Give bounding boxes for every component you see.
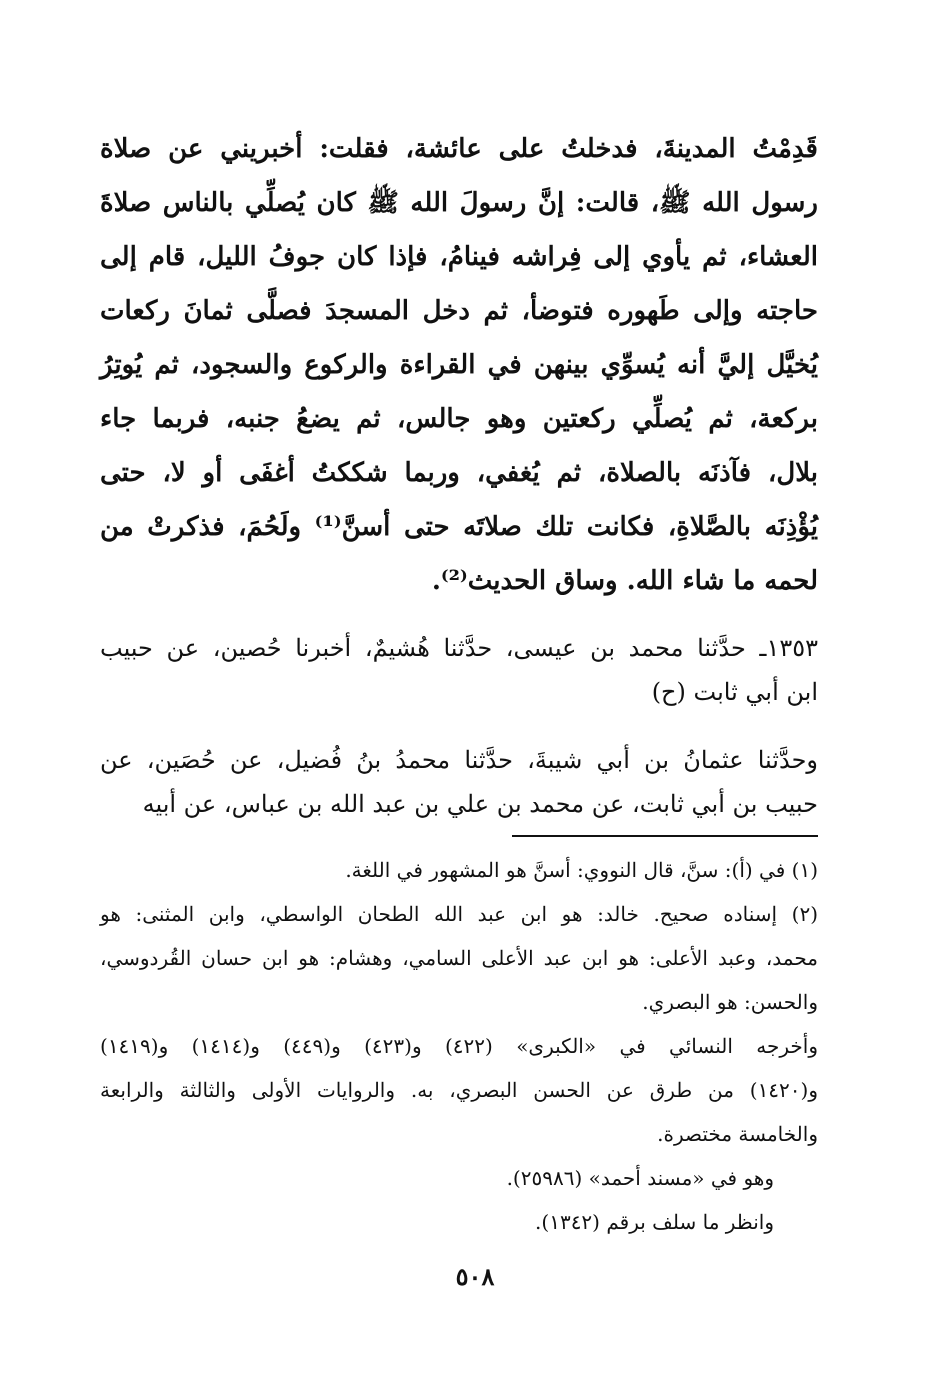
main-text-line: لحمه ما شاء الله. وساق الحديث⁽²⁾. xyxy=(431,566,818,596)
footnote-2-line: (٢) إسناده صحيح. خالد: هو ابن عبد الله الطحان الواسطي، وابن المثنى: هو xyxy=(100,902,818,926)
hadith-continued xyxy=(100,738,818,826)
hadith-line: ١٣٥٣ـ حدَّثنا محمد بن عيسى، حدَّثنا هُشيمٌ، أخبرنا حُصين، عن حبيب xyxy=(100,634,818,662)
hadith-line: ابن أبي ثابت (ح) xyxy=(651,678,818,706)
footnote-2-musnad: وهو في «مسند أحمد» (٢٥٩٨٦). xyxy=(506,1166,774,1190)
main-text xyxy=(100,122,818,608)
main-text-line: العشاء، ثم يأوي إلى فِراشه فينامُ، فإذا كان جوفُ الليل، قام إلى xyxy=(100,242,818,272)
main-text-line: رسول الله ﷺ، قالت: إنَّ رسولَ الله ﷺ كان يُصلِّي بالناس صلاةَ xyxy=(100,188,818,218)
main-text-line: قَدِمْتُ المدينةَ، فدخلتُ على عائشة، فقلت: أخبريني عن صلاة xyxy=(100,134,818,164)
footnote-1: (١) في (أ): سنَّ، قال النووي: أسنَّ هو المشهور في اللغة. xyxy=(345,858,818,882)
footnote-separator xyxy=(512,835,818,837)
page-number: ٥٠٨ xyxy=(455,1262,495,1291)
hadith-1353 xyxy=(100,626,818,714)
main-text-line: بلال، فآذنَه بالصلاة، ثم يُغفي، وربما شككتُ أغفَى أو لا، حتى xyxy=(100,458,818,488)
hadith-line: وحدَّثنا عثمانُ بن أبي شيبةَ، حدَّثنا محمدُ بنُ فُضيل، عن حُصَين، عن xyxy=(100,746,818,774)
footnote-2-line: والحسن: هو البصري. xyxy=(642,990,818,1014)
main-text-line: يُؤْذِنَه بالصَّلاةِ، فكانت تلك صلاتَه حتى أسنَّ⁽¹⁾ ولَحُمَ، فذكرتْ من xyxy=(100,512,818,542)
main-text-line: بركعة، ثم يُصلِّي ركعتين وهو جالس، ثم يضعُ جنبه، فربما جاء xyxy=(100,404,818,434)
footnote-2-takhrij-line: وأخرجه النسائي في «الكبرى» (٤٢٢) و(٤٢٣) و(٤٤٩) و(١٤١٤) و(١٤١٩) xyxy=(100,1034,818,1058)
footnote-2-takhrij-line: والخامسة مختصرة. xyxy=(657,1122,818,1146)
hadith-line: حبيب بن أبي ثابت، عن محمد بن علي بن عبد الله بن عباس، عن أبيه xyxy=(142,790,818,818)
main-text-line: حاجته وإلى طَهوره فتوضأ، ثم دخل المسجدَ فصلَّى ثمانَ ركعات xyxy=(100,296,818,326)
footnote-2-see-also: وانظر ما سلف برقم (١٣٤٢). xyxy=(535,1210,774,1234)
footnote-2-line: محمد، وعبد الأعلى: هو ابن عبد الأعلى السامي، وهشام: هو ابن حسان القُردوسي، xyxy=(100,946,818,970)
footnotes xyxy=(100,848,818,1244)
footnote-2-takhrij-line: و(١٤٢٠) من طرق عن الحسن البصري، به. والروايات الأولى والثالثة والرابعة xyxy=(100,1078,818,1102)
main-text-line: يُخيَّل إليَّ أنه يُسوِّي بينهن في القراءة والركوع والسجود، ثم يُوتِرُ xyxy=(100,350,818,380)
